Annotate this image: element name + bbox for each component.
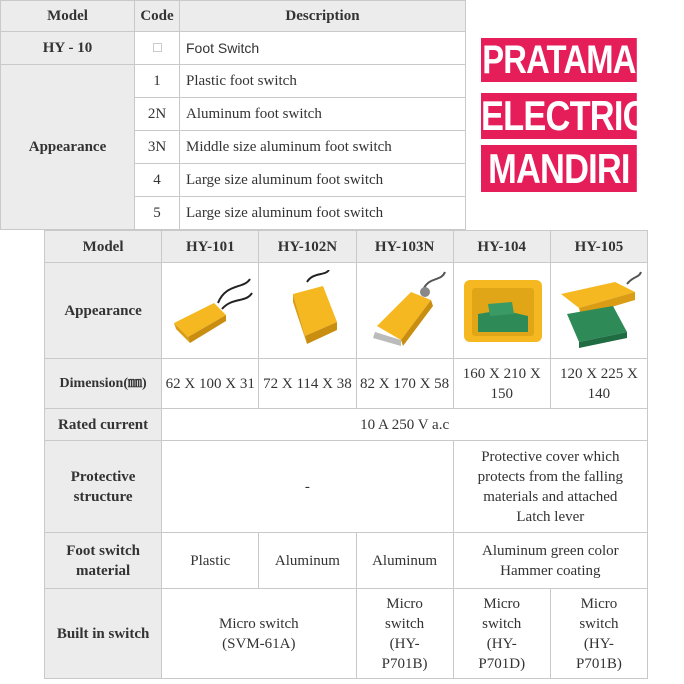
builtin-hy-105: Micro switch (HY-P701B) [550, 589, 647, 679]
rated-current-value: 10 A 250 V a.c [162, 409, 648, 441]
foot-switch-middle-aluminum-icon [361, 270, 449, 352]
spec-dimension-row [45, 359, 648, 409]
spec-dimension-label: Dimension(㎜) [45, 359, 162, 409]
spec-rated-current-row [45, 409, 648, 441]
model-hy-103n: HY-103N [356, 231, 453, 263]
code-table-row [1, 65, 466, 98]
spec-appearance-label: Appearance [45, 263, 162, 359]
material-hy-103n: Aluminum [356, 533, 453, 589]
model-hy-101: HY-101 [162, 231, 259, 263]
spec-model-label: Model [45, 231, 162, 263]
empty-checkbox-icon [153, 43, 162, 52]
product-image-hy-102n [259, 263, 356, 359]
header-description: Description [180, 1, 466, 32]
spec-material-row [45, 533, 648, 589]
foot-switch-plastic-icon [166, 273, 254, 349]
description-cell: Foot Switch [180, 32, 466, 65]
product-image-hy-103n [356, 263, 453, 359]
protective-value-large: Protective cover which protects from the falling materials and attached Latch lever [453, 441, 647, 533]
product-image-hy-101 [162, 263, 259, 359]
description-cell: Middle size aluminum foot switch [180, 131, 466, 164]
model-value: HY - 10 [1, 32, 135, 65]
dimension-hy-104: 160 X 210 X 150 [453, 359, 550, 409]
code-cell: 4 [135, 164, 180, 197]
spec-builtin-row [45, 589, 648, 679]
code-cell [135, 32, 180, 65]
dimension-hy-103n: 82 X 170 X 58 [356, 359, 453, 409]
logo-line-pratama: PRATAMA [482, 38, 636, 82]
spec-header-row [45, 231, 648, 263]
appearance-label: Appearance [1, 65, 135, 230]
product-image-hy-105 [550, 263, 647, 359]
code-cell: 5 [135, 197, 180, 230]
model-hy-102n: HY-102N [259, 231, 356, 263]
dimension-hy-101: 62 X 100 X 31 [162, 359, 259, 409]
code-table-row [1, 32, 466, 65]
material-large: Aluminum green color Hammer coating [453, 533, 647, 589]
model-hy-105: HY-105 [550, 231, 647, 263]
code-cell: 1 [135, 65, 180, 98]
builtin-shared: Micro switch (SVM-61A) [162, 589, 356, 679]
spec-protective-label: Protective structure [45, 441, 162, 533]
spec-material-label: Foot switch material [45, 533, 162, 589]
foot-switch-aluminum-icon [263, 270, 351, 352]
code-cell: 2N [135, 98, 180, 131]
builtin-hy-104: Micro switch (HY-P701D) [453, 589, 550, 679]
code-cell: 3N [135, 131, 180, 164]
model-hy-104: HY-104 [453, 231, 550, 263]
dimension-hy-105: 120 X 225 X 140 [550, 359, 647, 409]
dimension-hy-102n: 72 X 114 X 38 [259, 359, 356, 409]
description-cell: Large size aluminum foot switch [180, 197, 466, 230]
builtin-hy-103n: Micro switch (HY-P701B) [356, 589, 453, 679]
description-cell: Aluminum foot switch [180, 98, 466, 131]
description-cell: Large size aluminum foot switch [180, 164, 466, 197]
foot-switch-large-hammer-icon [555, 270, 643, 352]
spec-rated-current-label: Rated current [45, 409, 162, 441]
material-hy-101: Plastic [162, 533, 259, 589]
logo-line-electric: ELECTRIC [481, 92, 647, 139]
description-cell: Plastic foot switch [180, 65, 466, 98]
header-code: Code [135, 1, 180, 32]
code-table [0, 0, 466, 230]
spec-appearance-row [45, 263, 648, 359]
logo-line-mandiri: MANDIRI [481, 145, 637, 192]
material-hy-102n: Aluminum [259, 533, 356, 589]
spec-builtin-label: Built in switch [45, 589, 162, 679]
spec-table [44, 230, 648, 679]
protective-value-small: - [162, 441, 453, 533]
foot-switch-large-cover-icon [458, 270, 546, 352]
spec-protective-row [45, 441, 648, 533]
product-image-hy-104 [453, 263, 550, 359]
code-table-header-row [1, 1, 466, 32]
header-model: Model [1, 1, 135, 32]
